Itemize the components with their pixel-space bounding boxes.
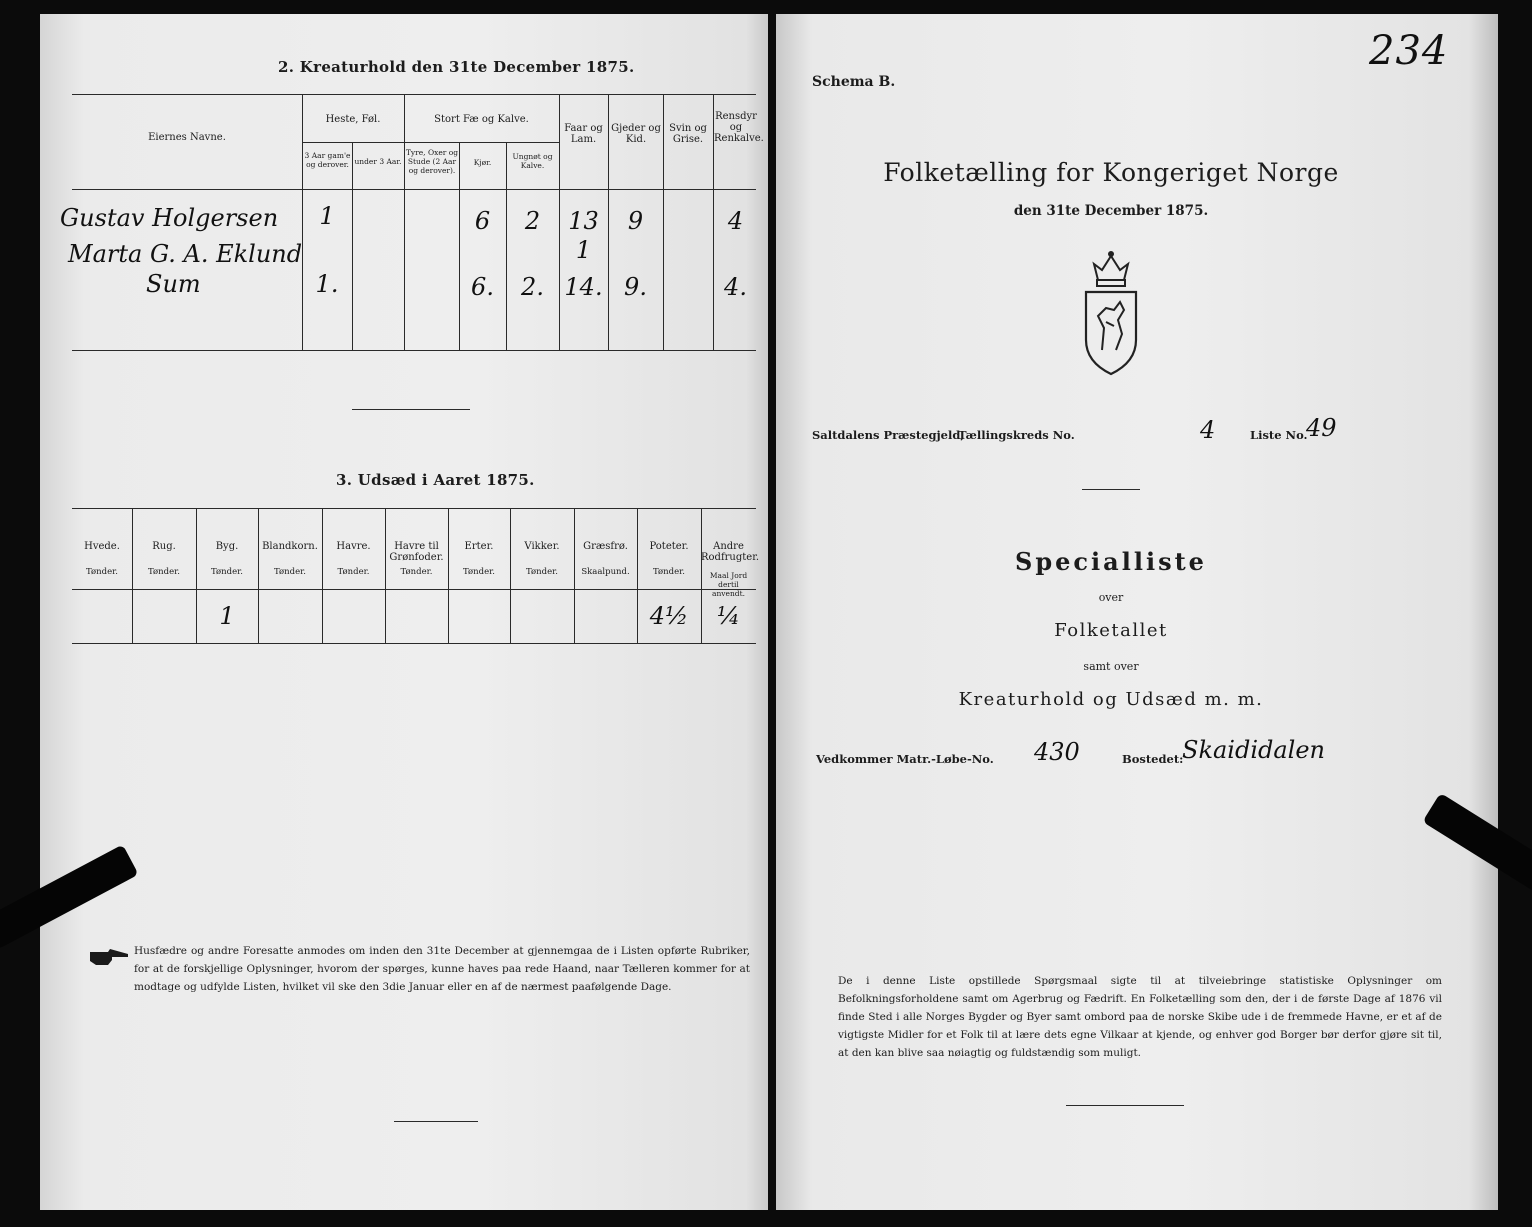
row1-kjor: 6 bbox=[474, 207, 491, 235]
kreds-value: 4 bbox=[1200, 416, 1216, 444]
bosted-value: Skaididalen bbox=[1182, 736, 1326, 764]
col-svin: Svin og Grise. bbox=[669, 123, 707, 145]
t3-col-unit: Tønder. bbox=[86, 567, 118, 577]
row3-faar: 14. bbox=[564, 273, 603, 301]
row1-gjeder: 9 bbox=[627, 207, 644, 235]
row1-ungnot: 2 bbox=[524, 207, 541, 235]
kreaturhold-label: Kreaturhold og Udsæd m. m. bbox=[958, 689, 1264, 710]
t3-col-header: Havre. bbox=[336, 541, 371, 552]
t3-col-unit: Maal Jord dertil anvendt. bbox=[709, 571, 748, 598]
row2-faar: 1 bbox=[575, 236, 592, 264]
t3-value: 1 bbox=[219, 602, 235, 630]
samt-over-label: samt over bbox=[1083, 660, 1139, 673]
footer-text: De i denne Liste opstillede Spørgsmaal sigte til at tilveiebringe statistiske Oplysninger om Befolkningsforholdene samt om Agerbrug og Fædrift. En Folketælling som den, der i de første Dage af 1876 vil finde Sted i alle Norges Bygder og Byer samt ombord paa de norske Skibe ude i de fremmede Havne, er et af de vigtigste Midler for et Folk til at lære dets egne Vilkaar at kjende, og enhver god Borger bør derfor gjøre sit til, at den kan blive saa nøiagtig og fuldstændig som muligt. bbox=[838, 975, 1442, 1059]
t2-vline bbox=[404, 94, 405, 350]
section3-title: 3. Udsæd i Aaret 1875. bbox=[336, 471, 535, 489]
row3-kjor: 6. bbox=[471, 273, 494, 301]
folketallet-label: Folketallet bbox=[1054, 620, 1168, 641]
section2-title: 2. Kreaturhold den 31te December 1875. bbox=[278, 58, 635, 76]
row3-heste: 1. bbox=[315, 270, 339, 298]
specialliste-title: Specialliste bbox=[1015, 547, 1207, 576]
t3-col-unit: Tønder. bbox=[526, 567, 558, 577]
t3-col-header: Poteter. bbox=[649, 541, 689, 552]
t2-vline bbox=[459, 142, 460, 350]
t3-col-unit: Skaalpund. bbox=[581, 567, 630, 577]
right-page bbox=[776, 14, 1498, 1210]
t3-col-header: Erter. bbox=[464, 541, 494, 552]
t3-col-header: Græsfrø. bbox=[583, 541, 628, 552]
col-faar: Faar og Lam. bbox=[564, 123, 603, 145]
main-title: Folketælling for Kongeriget Norge bbox=[883, 158, 1339, 187]
t3-col-header: Hvede. bbox=[84, 541, 120, 552]
col-rensdyr: Rensdyr og Renkalve. bbox=[714, 111, 764, 144]
pointing-hand-icon bbox=[88, 946, 130, 968]
t3-col-unit: Tønder. bbox=[653, 567, 685, 577]
col-ungnot: Ungnøt og Kalve. bbox=[512, 152, 553, 170]
t3-col-unit: Tønder. bbox=[463, 567, 495, 577]
t3-value: ¼ bbox=[716, 602, 741, 630]
t3-col-unit: Tønder. bbox=[211, 567, 243, 577]
t3-col-header: Andre Rodfrugter. bbox=[701, 541, 760, 563]
group-stort: Stort Fæ og Kalve. bbox=[434, 114, 529, 125]
separator-rule bbox=[352, 409, 470, 410]
table2-top-rule bbox=[72, 94, 756, 95]
notice-text: Husfædre og andre Foresatte anmodes om inden den 31te December at gjennemgaa de i Listen opførte Rubriker, for at de forskjellige Oplysninger, hvorom der spørges, kunne haves paa rede Haand, naar Tælleren kommer for at modtage og udfylde Listen, hvilket vil ske den 3die Januar eller en af de nærmest paafølgende Dage. bbox=[134, 945, 750, 993]
table2-header-rule bbox=[72, 189, 756, 190]
row1-faar: 13 bbox=[568, 207, 599, 235]
t2-sub-rule bbox=[404, 142, 559, 143]
col-gjeder: Gjeder og Kid. bbox=[611, 123, 661, 145]
prestegjeld-label: Saltdalens Præstegjeld, bbox=[812, 428, 965, 442]
row3-rensdyr: 4. bbox=[724, 273, 747, 301]
footer-rule bbox=[1066, 1105, 1184, 1106]
row3-name: Sum bbox=[146, 270, 201, 298]
t3-value: 4½ bbox=[649, 602, 689, 630]
group-heste: Heste, Føl. bbox=[325, 114, 381, 125]
t2-sub-rule bbox=[302, 142, 404, 143]
bosted-label: Bostedet: bbox=[1122, 752, 1184, 766]
table2-bottom-rule bbox=[72, 350, 756, 351]
matr-label: Vedkommer Matr.-Løbe-No. bbox=[816, 752, 994, 766]
page-number: 234 bbox=[1369, 28, 1449, 74]
row1-name: Gustav Holgersen bbox=[60, 204, 279, 232]
table3-top-rule bbox=[72, 508, 756, 509]
t3-col-header: Vikker. bbox=[524, 541, 560, 552]
left-page bbox=[40, 14, 768, 1210]
row3-gjeder: 9. bbox=[624, 273, 647, 301]
kreds-label: Tællingskreds No. bbox=[958, 428, 1075, 442]
matr-value: 430 bbox=[1034, 738, 1080, 766]
end-rule bbox=[394, 1121, 478, 1122]
t2-vline bbox=[352, 142, 353, 350]
t3-col-unit: Tønder. bbox=[337, 567, 370, 577]
t2-vline bbox=[506, 142, 507, 350]
owner-header: Eiernes Navne. bbox=[148, 132, 226, 143]
date-line: den 31te December 1875. bbox=[1013, 203, 1209, 219]
col-tyre: Tyre, Oxer og Stude (2 Aar og derover). bbox=[405, 148, 459, 175]
row2-name: Marta G. A. Eklund bbox=[68, 240, 303, 268]
t3-col-unit: Tønder. bbox=[148, 567, 180, 577]
table3-bottom-rule bbox=[72, 643, 756, 644]
col-heste-under3: under 3 Aar. bbox=[354, 157, 402, 166]
over-label: over bbox=[1098, 591, 1124, 604]
liste-value: 49 bbox=[1306, 414, 1337, 442]
row3-ungnot: 2. bbox=[521, 273, 544, 301]
liste-label: Liste No. bbox=[1250, 428, 1308, 442]
t3-col-header: Havre til Grønfoder. bbox=[389, 541, 444, 563]
short-rule bbox=[1082, 489, 1140, 490]
t3-col-header: Byg. bbox=[215, 541, 239, 552]
row1-heste: 1 bbox=[319, 202, 335, 230]
col-heste-over3: 3 Aar gam'e og derover. bbox=[304, 151, 351, 169]
t3-col-unit: Tønder. bbox=[400, 567, 433, 577]
coat-of-arms-icon bbox=[1080, 250, 1142, 378]
t3-col-header: Blandkorn. bbox=[262, 541, 318, 552]
table3-header-rule bbox=[72, 589, 756, 590]
col-kjor: Kjør. bbox=[473, 158, 492, 167]
row1-rensdyr: 4 bbox=[727, 207, 744, 235]
t3-col-header: Rug. bbox=[152, 541, 176, 552]
t3-col-unit: Tønder. bbox=[274, 567, 306, 577]
schema-label: Schema B. bbox=[812, 74, 896, 90]
